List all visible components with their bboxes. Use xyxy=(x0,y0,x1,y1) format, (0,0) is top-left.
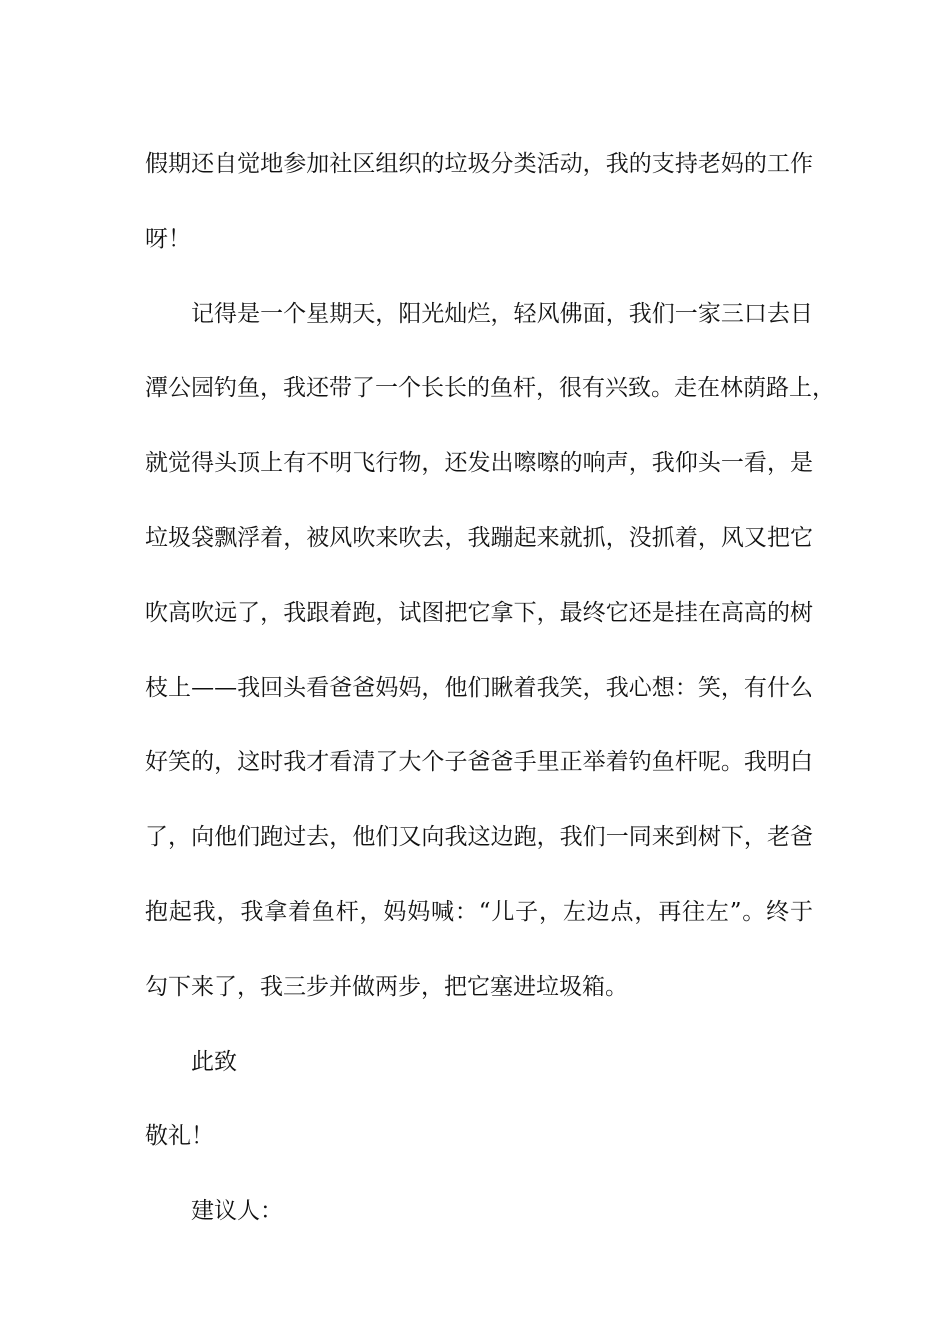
text-line: 呀！ xyxy=(145,225,191,252)
closing-salutation: 此致 xyxy=(191,1048,237,1075)
text-line: 潭公园钓鱼，我还带了一个长长的鱼杆，很有兴致。走在林荫路上， xyxy=(145,375,835,402)
text-line: 吹高吹远了，我跟着跑，试图把它拿下，最终它还是挂在高高的树 xyxy=(145,599,813,626)
text-line: 抱起我，我拿着鱼杆，妈妈喊：“儿子，左边点，再往左”。终于 xyxy=(145,898,813,925)
text-line: 勾下来了，我三步并做两步，把它塞进垃圾箱。 xyxy=(145,973,628,1000)
text-line: 好笑的，这时我才看清了大个子爸爸手里正举着钓鱼杆呢。我明白 xyxy=(145,749,813,776)
text-line: 了，向他们跑过去，他们又向我这边跑，我们一同来到树下，老爸 xyxy=(145,824,813,851)
text-line: 垃圾袋飘浮着，被风吹来吹去，我蹦起来就抓，没抓着，风又把它 xyxy=(145,524,813,551)
text-line: 枝上——我回头看爸爸妈妈，他们瞅着我笑，我心想：笑，有什么 xyxy=(145,674,813,701)
text-line: 假期还自觉地参加社区组织的垃圾分类活动，我的支持老妈的工作 xyxy=(145,151,813,177)
paragraph-start-line: 记得是一个星期天，阳光灿烂，轻风佛面，我们一家三口去日 xyxy=(191,300,813,327)
letter-body xyxy=(145,127,835,1249)
signature-label: 建议人： xyxy=(191,1198,283,1225)
text-line: 就觉得头顶上有不明飞行物，还发出嚓嚓的响声，我仰头一看，是 xyxy=(145,450,813,477)
closing-greeting: 敬礼！ xyxy=(145,1123,214,1150)
